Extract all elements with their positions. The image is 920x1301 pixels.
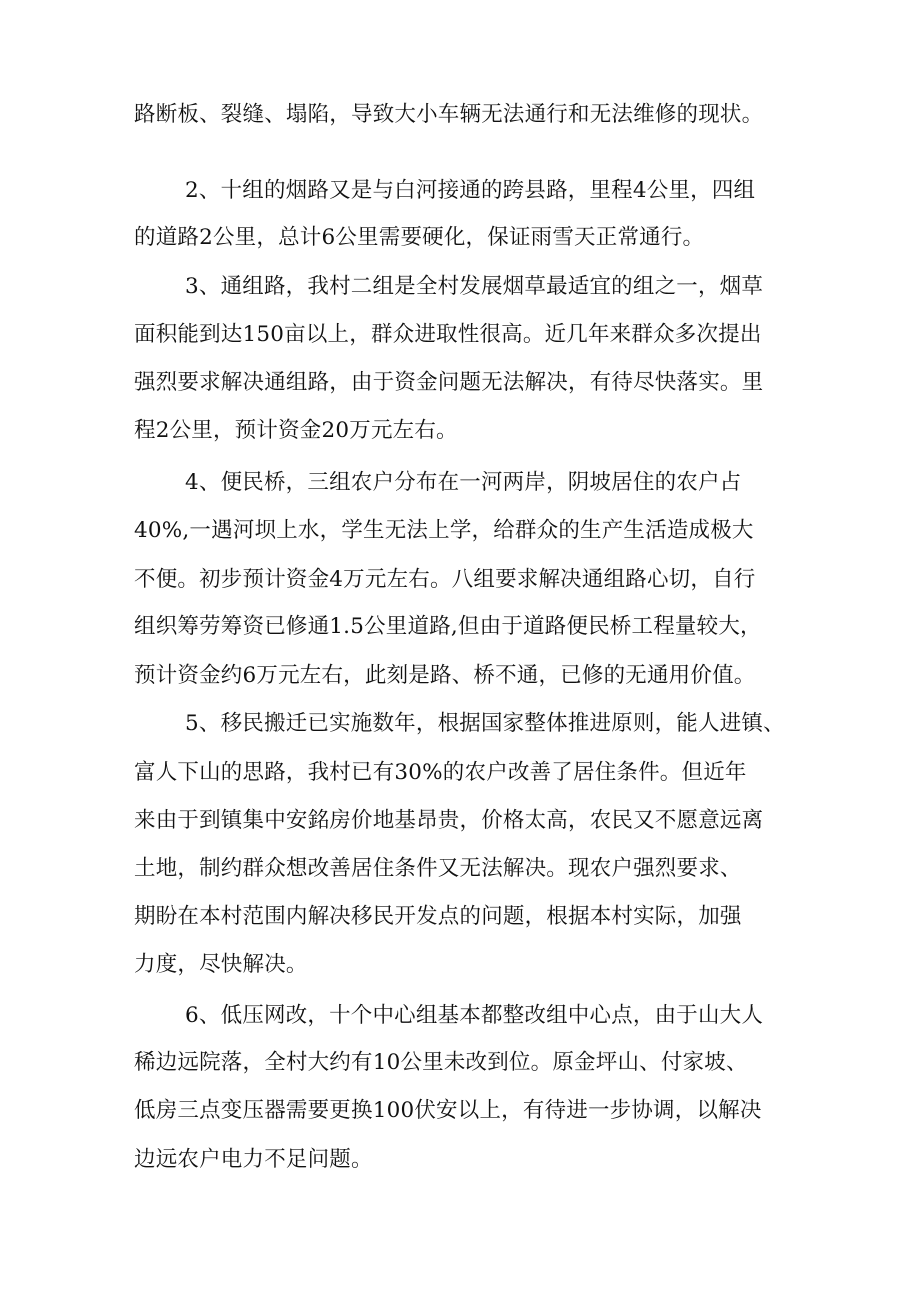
text-line: 4、便民桥，三组农户分布在一河两岸，阴坡居住的农户占 (185, 470, 742, 495)
text-line: 低房三点变压器需要更换100伏安以上，有待进一步协调，以解决 (134, 1098, 762, 1123)
text-line: 稀边远院落，全村大约有10公里未改到位。原金坪山、付家坡、 (134, 1050, 748, 1075)
text-line: 5、移民搬迁已实施数年，根据国家整体推进原则，能人进镇、 (185, 711, 785, 736)
text-line: 期盼在本村范围内解决移民开发点的问题，根据本村实际，加强 (134, 904, 742, 929)
text-line: 土地，制约群众想改善居住条件又无法解决。现农户强烈要求、 (134, 856, 742, 881)
text-line: 面积能到达150亩以上，群众进取性很高。近几年来群众多次提出 (134, 322, 762, 347)
text-line: 的道路2公里，总计6公里需要硬化，保证雨雪天正常通行。 (134, 225, 705, 250)
text-line: 程2公里，预计资金20万元左右。 (134, 418, 458, 443)
text-line: 组织筹劳筹资已修通1.5公里道路,但由于道路便民桥工程量较大， (134, 614, 762, 639)
text-line: 不便。初步预计资金4万元左右。八组要求解决通组路心切，自行 (134, 567, 756, 592)
text-line: 富人下山的思路，我村已有30%的农户改善了居住条件。但近年 (134, 760, 747, 785)
text-line: 强烈要求解决通组路，由于资金问题无法解决，有待尽快落实。里 (134, 370, 764, 395)
text-line: 3、通组路，我村二组是全村发展烟草最适宜的组之一，烟草 (185, 274, 764, 299)
text-line: 边远农户电力不足问题。 (134, 1147, 373, 1172)
text-line: 力度，尽快解决。 (134, 952, 308, 977)
text-line: 路断板、裂缝、塌陷，导致大小车辆无法通行和无法维修的现状。 (134, 102, 764, 127)
text-line: 预计资金约6万元左右，此刻是路、桥不通，已修的无通用价值。 (134, 663, 756, 688)
text-line: 来由于到镇集中安銘房价地基昂贵，价格太高，农民又不愿意远离 (134, 808, 764, 833)
text-line: 6、低压网改，十个中心组基本都整改组中心点，由于山大人 (185, 1003, 764, 1028)
text-line: 2、十组的烟路又是与白河接通的跨县路，里程4公里，四组 (185, 178, 756, 203)
text-line: 40%,一遇河坝上水，学生无法上学，给群众的生产生活造成极大 (134, 518, 754, 543)
